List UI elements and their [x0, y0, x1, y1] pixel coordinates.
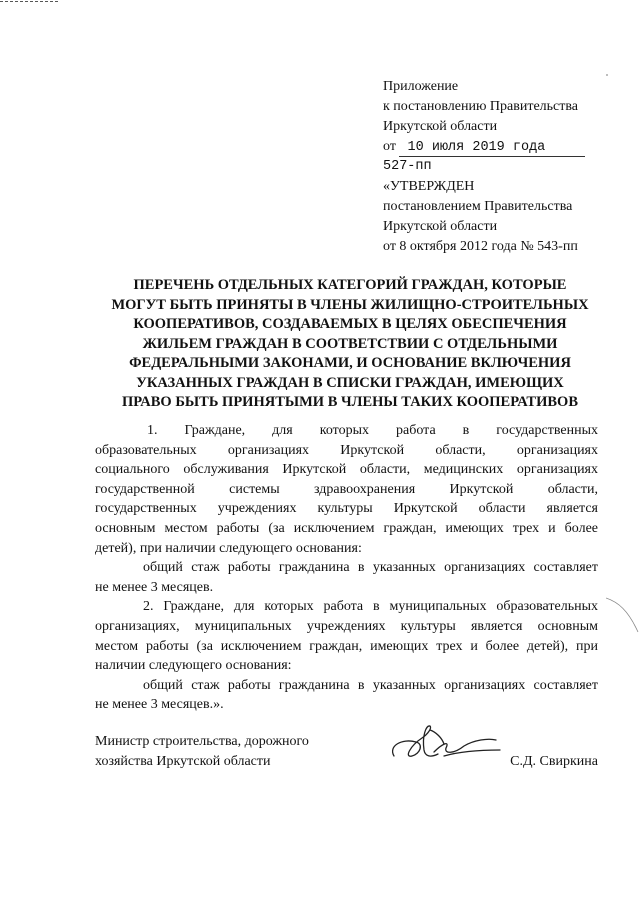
condition-line: общий стаж работы гражданина в указанных организациях составляет — [143, 677, 598, 693]
item-1-line: детей), при наличии следующего основания: — [95, 540, 362, 556]
list-item-2 — [95, 597, 598, 675]
signature-block — [95, 732, 598, 771]
appendix-date-prefix: от — [383, 139, 396, 154]
title-line: ПЕРЕЧЕНЬ ОТДЕЛЬНЫХ КАТЕГОРИЙ ГРАЖДАН, КОТОРЫЕ — [133, 277, 567, 293]
item-1-line: образовательных организациях Иркутской области, организациях — [95, 442, 598, 458]
approved-by: постановлением Правительства — [383, 199, 573, 214]
approved-date: от 8 октября 2012 года № 543-пп — [383, 239, 578, 254]
item-1-line: 1. Граждане, для которых работа в государственных — [147, 423, 598, 438]
signatory-title: Министр строительства, дорожного — [95, 734, 309, 749]
approved-region: Иркутской области — [383, 219, 498, 234]
approved-heading: «УТВЕРЖДЕН — [383, 179, 475, 194]
appendix-reference: к постановлению Правительства — [383, 99, 579, 114]
item-2-line: наличии следующего основания: — [95, 658, 292, 674]
item-2-condition — [95, 676, 598, 715]
signatory-name: С.Д. Свиркина — [510, 753, 598, 769]
title-line: КООПЕРАТИВОВ, СОЗДАВАЕМЫХ В ЦЕЛЯХ ОБЕСПЕЧЕНИЯ — [133, 316, 567, 332]
appendix-block — [383, 77, 623, 257]
scan-artifact-top-left — [0, 0, 60, 4]
item-1-line: социального обслуживания Иркутской области, медицинских организациях — [95, 462, 598, 478]
item-1-condition — [95, 558, 598, 597]
appendix-heading: Приложение — [383, 79, 459, 94]
item-2-line: местом работы (за исключением граждан, имеющих трех и более детей), при — [95, 638, 598, 654]
title-line: ПРАВО БЫТЬ ПРИНЯТЫМИ В ЧЛЕНЫ ТАКИХ КООПЕРАТИВОВ — [122, 394, 578, 410]
document-body — [95, 421, 598, 715]
signatory-department: хозяйства Иркутской области — [95, 753, 271, 769]
item-2-line: организациях, муниципальных учреждениях культуры является основным — [95, 618, 598, 634]
item-1-line: государственной системы здравоохранения Иркутской области, — [95, 481, 598, 497]
condition-line: не менее 3 месяцев. — [95, 579, 214, 595]
appendix-number: 527-пп — [383, 159, 432, 174]
title-line: ФЕДЕРАЛЬНЫМИ ЗАКОНАМИ, И ОСНОВАНИЕ ВКЛЮЧЕНИЯ — [129, 355, 571, 371]
condition-line: не менее 3 месяцев.». — [95, 697, 224, 713]
item-1-line: основным местом работы (за исключением граждан, имеющих трех и более — [95, 520, 598, 536]
appendix-region: Иркутской области — [383, 119, 498, 134]
title-line: УКАЗАННЫХ ГРАЖДАН В СПИСКИ ГРАЖДАН, ИМЕЮЩИХ — [136, 374, 564, 391]
title-line: МОГУТ БЫТЬ ПРИНЯТЫ В ЧЛЕНЫ ЖИЛИЩНО-СТРОИТЕЛЬНЫХ — [111, 296, 589, 313]
scan-artifact-right-curve — [606, 596, 640, 636]
condition-line: общий стаж работы гражданина в указанных организациях составляет — [143, 560, 598, 576]
item-2-line: 2. Граждане, для которых работа в муниципальных образовательных — [143, 599, 598, 615]
appendix-date-line — [383, 137, 623, 157]
document-title — [100, 276, 600, 413]
appendix-date-text: 10 июля 2019 года — [407, 140, 546, 155]
item-1-line: государственных учреждениях культуры Иркутской области является — [95, 501, 598, 517]
list-item-1 — [95, 421, 598, 558]
scan-artifact-dot — [604, 72, 610, 78]
appendix-date-value — [399, 139, 585, 157]
title-line: ЖИЛЬЕМ ГРАЖДАН В СООТВЕТСТВИИ С ОТДЕЛЬНЫМИ — [142, 335, 558, 352]
